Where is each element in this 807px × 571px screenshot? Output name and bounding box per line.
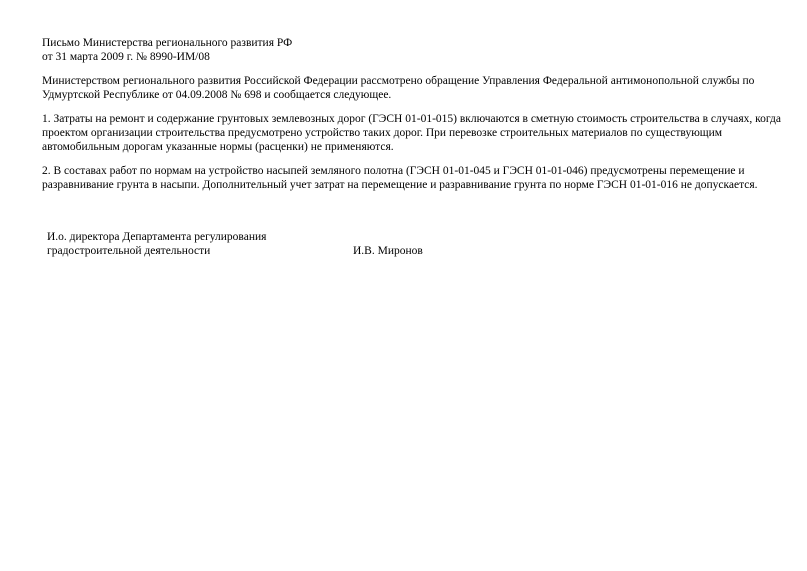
- intro-paragraph: [42, 74, 772, 102]
- intro-line-2: Удмуртской Республике от 04.09.2008 № 698 и сообщается следующее.: [42, 89, 392, 101]
- paragraph-1-line-1: 1. Затраты на ремонт и содержание грунтовых землевозных дорог (ГЭСН 01-01-015) включаются в сметную стоимость строительства в случаях, когда: [42, 113, 782, 125]
- paragraph-1: [42, 112, 782, 154]
- signatory-title-line-1: И.о. директора Департамента регулирования: [47, 231, 267, 243]
- header-title: Письмо Министерства регионального развития РФ: [42, 37, 293, 49]
- signature-block: [47, 230, 447, 258]
- paragraph-2: [42, 164, 772, 192]
- signatory-name: И.В. Миронов: [353, 245, 423, 257]
- paragraph-2-line-2: разравнивание грунта в насыпи. Дополнительный учет затрат на перемещение и разравнивание грунта по норме ГЭСН 01-01-016 не допускается.: [42, 179, 758, 191]
- paragraph-2-line-1: 2. В составах работ по нормам на устройство насыпей земляного полотна (ГЭСН 01-01-045 и ГЭСН 01-01-046) предусмотрены перемещение и: [42, 165, 745, 177]
- signatory-title-line-2: градостроительной деятельности: [47, 245, 211, 257]
- paragraph-1-line-3: автомобильным дорогам указанные нормы (расценки) не применяются.: [42, 141, 394, 153]
- document-body: [42, 36, 782, 202]
- paragraph-1-line-2: проектом организации строительства предусмотрено устройство таких дорог. При перевозке строительных материалов по существующим: [42, 127, 723, 139]
- letter-header: [42, 36, 772, 64]
- intro-line-1: Министерством регионального развития Российской Федерации рассмотрено обращение Управления Федеральной антимонопольной службы по: [42, 75, 755, 87]
- header-date-number: от 31 марта 2009 г. № 8990-ИМ/08: [42, 51, 210, 63]
